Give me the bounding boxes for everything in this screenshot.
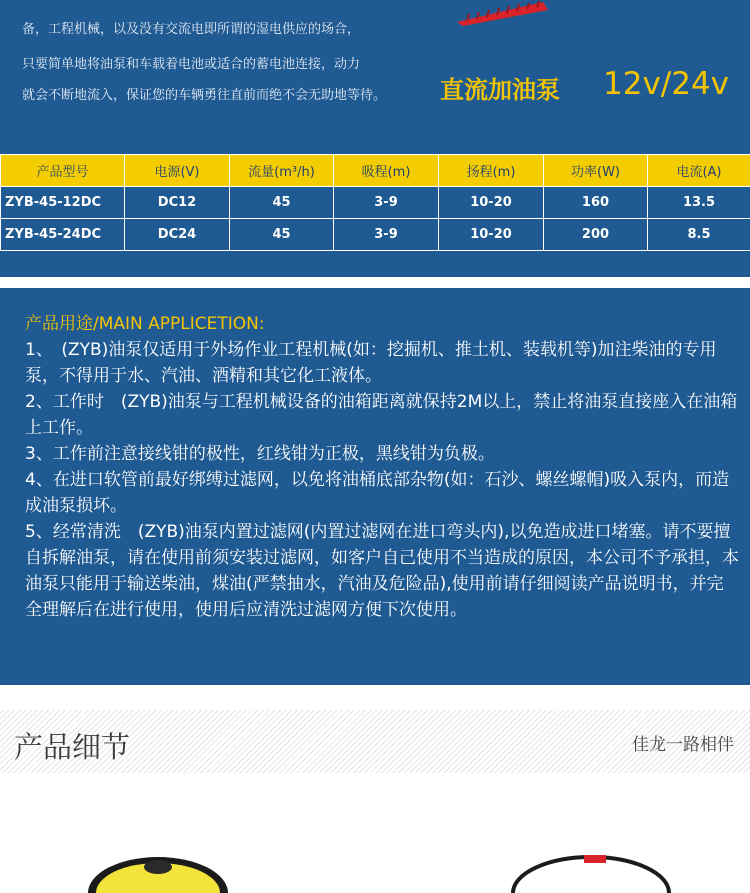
spec-table-header-row — [1, 155, 750, 187]
table-cell: 45 — [230, 219, 334, 251]
intro-text-line: 备，工程机械，以及没有交流电即所谓的湿电供应的场合， — [22, 18, 360, 37]
pump-title: 直流加油泵 — [440, 70, 560, 105]
hose-image — [455, 0, 550, 26]
spec-table — [0, 154, 750, 251]
section-tagline: 佳龙一路相伴 — [632, 730, 734, 755]
table-row — [1, 219, 750, 251]
table-cell: DC12 — [125, 187, 230, 219]
table-cell: 200 — [544, 219, 648, 251]
list-item: 4、在进口软管前最好绑缚过滤网，以免将油桶底部杂物(如：石沙、螺丝螺帽)吸入泵内，而造成油泵损坏。 — [25, 467, 740, 519]
table-cell: 45 — [230, 187, 334, 219]
application-heading: 产品用途/MAIN APPLICETION: — [25, 309, 265, 334]
list-item: 2、工作时 (ZYB)油泵与工程机械设备的油箱距离就保持2M以上，禁止将油泵直接座入在油箱上工作。 — [25, 389, 740, 441]
table-cell: DC24 — [125, 219, 230, 251]
column-header: 流量(m³/h) — [230, 155, 334, 187]
application-list — [25, 337, 740, 623]
table-cell: 13.5 — [648, 187, 750, 219]
application-panel — [0, 288, 750, 685]
table-cell: 10-20 — [439, 187, 544, 219]
table-cell: 3-9 — [334, 187, 439, 219]
section-title: 产品细节 — [14, 725, 130, 766]
column-header: 产品型号 — [1, 155, 125, 187]
table-cell: ZYB-45-24DC — [1, 219, 125, 251]
intro-text-line: 就会不断地流入，保证您的车辆勇往直前而绝不会无助地等待。 — [22, 84, 386, 103]
table-cell: 160 — [544, 187, 648, 219]
column-header: 功率(W) — [544, 155, 648, 187]
intro-text-line: 只要简单地将油泵和车载着电池或适合的蓄电池连接，动力 — [22, 53, 360, 72]
column-header: 扬程(m) — [439, 155, 544, 187]
product-image-left — [84, 853, 232, 893]
list-item: 1、 (ZYB)油泵仅适用于外场作业工程机械(如：挖掘机、推土机、装载机等)加注柴油的专用泵，不得用于水、汽油、酒精和其它化工液体。 — [25, 337, 740, 389]
pump-voltage: 12v/24v — [603, 66, 729, 102]
column-header: 电流(A) — [648, 155, 750, 187]
table-cell: 10-20 — [439, 219, 544, 251]
table-row — [1, 187, 750, 219]
table-cell: 8.5 — [648, 219, 750, 251]
list-item: 3、工作前注意接线钳的极性，红线钳为正极，黑线钳为负极。 — [25, 441, 740, 467]
intro-panel — [0, 0, 750, 277]
product-detail-bar — [0, 710, 750, 773]
list-item: 5、经常清洗 (ZYB)油泵内置过滤网(内置过滤网在进口弯头内),以免造成进口堵塞。请不要擅自拆解油泵，请在使用前须安装过滤网，如客户自己使用不当造成的原因，本公司不予承担，本油泵只能用于输送柴油，煤油(严禁抽水，汽油及危险品),使用前请仔细阅读产品说明书，并完全理解后在进行使用，使用后应清洗过滤网方便下次使用。 — [25, 519, 740, 623]
product-image-right — [508, 853, 674, 893]
column-header: 吸程(m) — [334, 155, 439, 187]
table-cell: 3-9 — [334, 219, 439, 251]
table-cell: ZYB-45-12DC — [1, 187, 125, 219]
column-header: 电源(V) — [125, 155, 230, 187]
